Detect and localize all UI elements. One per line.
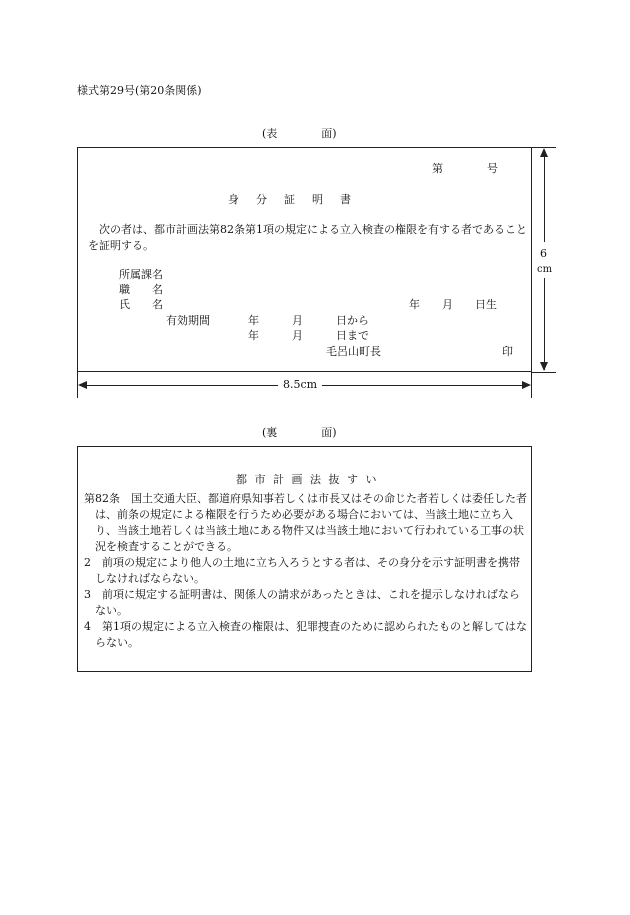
height-dim-bottom-tick xyxy=(532,372,556,373)
job-title-label: 職 名 xyxy=(119,283,163,296)
excerpt-paragraph-4: 4 第1項の規定による立入検査の権限は、犯罪捜査のために認められたものと解してはならない。 xyxy=(84,620,527,649)
height-dim-arrow-up xyxy=(540,148,548,157)
back-card xyxy=(77,446,532,672)
front-side-label: (表 面) xyxy=(262,127,337,140)
birth-date-label: 年 月 日生 xyxy=(409,298,497,311)
valid-from-label: 年 月 日から xyxy=(248,314,369,327)
seal-label: 印 xyxy=(502,345,513,358)
width-dim-label: 8.5cm xyxy=(283,378,318,391)
height-dim-arrow-down xyxy=(540,362,548,371)
front-card xyxy=(77,147,532,372)
width-dim-right-tick xyxy=(531,372,532,398)
height-dim-line-top xyxy=(544,150,545,242)
validity-period-label: 有効期間 xyxy=(166,314,210,327)
form-number-label: 様式第29号(第20条関係) xyxy=(77,84,202,97)
department-label: 所属課名 xyxy=(119,268,163,281)
height-dim-value: 6 xyxy=(540,247,547,260)
certificate-title: 身 分 証 明 書 xyxy=(228,193,354,206)
height-dim-unit: cm xyxy=(537,264,553,275)
issuer-label: 毛呂山町長 xyxy=(326,345,381,358)
certificate-statement: 次の者は、都市計画法第82条第1項の規定による立入検査の権限を有する者であることを証明する。 xyxy=(88,223,527,252)
width-dim-line-left xyxy=(80,385,278,386)
width-dim-arrow-right xyxy=(522,381,531,389)
width-dim-arrow-left xyxy=(78,381,87,389)
valid-to-label: 年 月 日まで xyxy=(248,329,369,342)
certificate-number-label: 第 号 xyxy=(432,162,498,175)
width-dim-line-right xyxy=(322,385,529,386)
name-label: 氏 名 xyxy=(119,298,163,311)
excerpt-paragraph-3: 3 前項に規定する証明書は、関係人の請求があったときは、これを提示しなければならない。 xyxy=(84,588,520,617)
back-side-label: (裏 面) xyxy=(262,426,337,439)
excerpt-title: 都 市 計 画 法 抜 す い xyxy=(236,473,379,486)
height-dim-line-bottom xyxy=(544,278,545,370)
excerpt-article-82: 第82条 国土交通大臣、都道府県知事若しくは市長又はその命じた者若しくは委任した者は、前条の規定による権限を行うため必要がある場合においては、当該土地に立ち入り、当該土地若しくは当該土地にある物件又は当該土地において行われている工事の状況を検査することができる。 xyxy=(84,492,527,553)
excerpt-paragraph-2: 2 前項の規定により他人の土地に立ち入ろうとする者は、その身分を示す証明書を携帯しなければならない。 xyxy=(84,556,520,585)
